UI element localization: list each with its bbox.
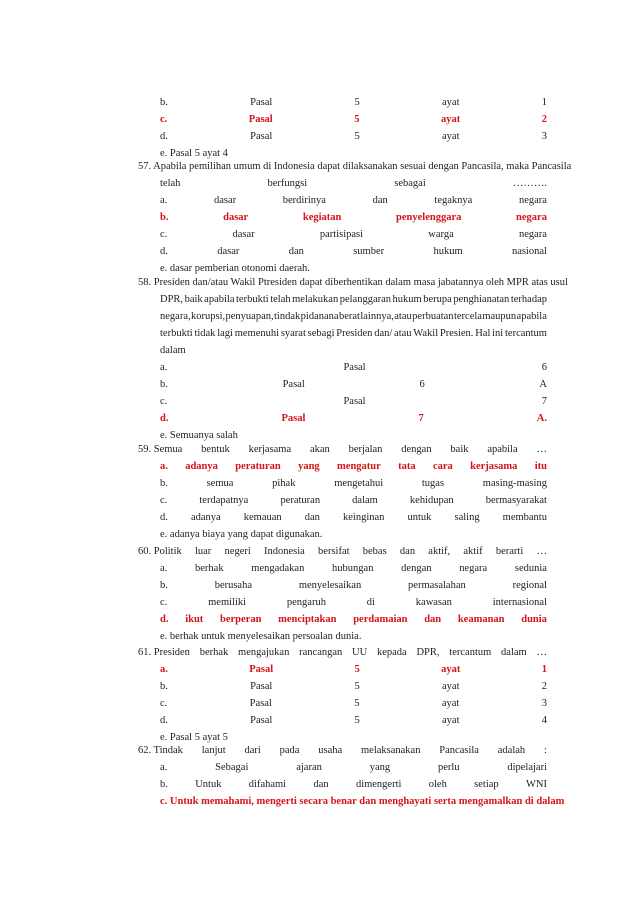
line-word: saling <box>454 512 480 523</box>
line-word: ayat <box>440 114 461 125</box>
line-word: dengan <box>401 563 432 574</box>
line-word: membantu <box>502 512 547 523</box>
line-word: b. <box>160 97 168 108</box>
line-word: dan <box>372 195 388 206</box>
line-word: melakukan <box>292 294 339 305</box>
text-line-l02 <box>160 112 547 127</box>
text-line-l06 <box>160 176 547 191</box>
text-line-l07 <box>160 193 547 208</box>
line-word: A <box>539 379 547 390</box>
line-word: tugas <box>421 478 445 489</box>
line-word: d. <box>160 715 168 726</box>
line-word: b. <box>160 478 168 489</box>
line-word: kehidupan <box>409 495 454 506</box>
line-word: mengatur <box>337 461 381 472</box>
line-word: Pasal <box>250 681 273 692</box>
text-line-l32 <box>160 612 547 627</box>
line-word: ayat <box>441 698 460 709</box>
line-word: yang <box>369 762 391 773</box>
line-word: dipelajari <box>507 762 547 773</box>
line-word: sumber <box>353 246 385 257</box>
line-word: dari <box>244 745 261 756</box>
line-word: penghianatan <box>453 294 510 305</box>
line-word: luar <box>194 546 212 557</box>
line-word: d. <box>160 131 168 142</box>
line-word: ………. <box>512 178 547 189</box>
line-word: lanjut <box>201 745 226 756</box>
line-word: negara <box>518 195 547 206</box>
line-word: baik <box>184 294 203 305</box>
text-line-l15 <box>160 326 547 341</box>
line-word: 5 <box>354 681 360 692</box>
line-word: peraturan <box>280 495 321 506</box>
line-word: berjalan <box>348 444 383 455</box>
line-word: A. <box>536 413 547 424</box>
line-word: 3 <box>541 131 547 142</box>
line-word: negara <box>459 563 488 574</box>
line-word: mengetahui <box>334 478 384 489</box>
line-word: berfungsi <box>267 178 308 189</box>
line-word: Pasal <box>248 114 273 125</box>
line-word: 5 <box>354 131 360 142</box>
line-word: berdirinya <box>282 195 326 206</box>
line-word: Untuk <box>195 779 222 790</box>
line-word: kemauan <box>243 512 282 523</box>
line-word: nasional <box>511 246 547 257</box>
line-word: Pasal <box>343 362 366 373</box>
text-line-l40 <box>138 743 547 758</box>
line-word: 5 <box>354 97 360 108</box>
line-word: b. <box>160 379 168 390</box>
line-word: Pasal <box>281 413 306 424</box>
line-word: 61. Presiden <box>138 647 190 658</box>
line-word: berperan <box>220 614 262 625</box>
line-word: Pasal <box>249 698 272 709</box>
line-word: c. <box>160 698 168 709</box>
line-word: Sebagai <box>215 762 249 773</box>
line-word: rancangan <box>299 647 343 658</box>
line-word: kegiatan <box>302 212 342 223</box>
line-word: ayat <box>441 664 461 675</box>
line-word: 3 <box>541 698 547 709</box>
line-word: 5 <box>354 114 360 125</box>
line-word: bermasyarakat <box>485 495 547 506</box>
line-word: pengaruh <box>286 597 326 608</box>
line-word: pelanggaran <box>339 294 392 305</box>
line-word: dan <box>424 614 442 625</box>
text-line-l18 <box>160 377 547 392</box>
line-word: hukum <box>392 294 422 305</box>
line-word: terhadap <box>510 294 547 305</box>
line-word: memenuhi <box>234 328 280 339</box>
text-line-l38 <box>160 713 547 728</box>
line-word: sedunia <box>514 563 547 574</box>
text-line-l10 <box>160 244 547 259</box>
line-word: itu <box>534 461 547 472</box>
text-line-l08 <box>160 210 547 225</box>
line-word: dimengerti <box>355 779 402 790</box>
line-word: yang <box>298 461 320 472</box>
line-word: melaksanakan <box>361 745 421 756</box>
line-word: penyuapan, <box>225 311 274 322</box>
line-word: mengadakan <box>251 563 305 574</box>
line-word: e. berhak untuk menyelesaikan persoalan dunia. <box>160 631 362 642</box>
line-word: a. <box>160 664 168 675</box>
line-word: UU <box>352 647 368 658</box>
line-word: menyelesaikan <box>298 580 362 591</box>
line-word: baik <box>450 444 469 455</box>
line-word: ayat <box>442 715 460 726</box>
line-word: : <box>543 745 547 756</box>
line-word: ayat <box>442 97 460 108</box>
line-word: a. <box>160 195 168 206</box>
line-word: atau <box>394 328 412 339</box>
line-word: pihak <box>272 478 296 489</box>
line-word: penyelenggara <box>396 212 462 223</box>
line-word: menciptakan <box>278 614 337 625</box>
line-word: terbukti <box>160 328 193 339</box>
text-line-l28 <box>138 544 547 559</box>
line-word: e. adanya biaya yang dapat digunakan. <box>160 529 323 540</box>
line-word: dan <box>288 246 304 257</box>
text-line-l31 <box>160 595 547 610</box>
line-word: berat <box>338 311 360 322</box>
text-line-l34 <box>138 645 547 660</box>
text-line-l11 <box>160 261 547 276</box>
line-word: akan <box>309 444 330 455</box>
line-word: 4 <box>541 715 547 726</box>
line-word: internasional <box>492 597 547 608</box>
text-line-l43 <box>160 794 565 809</box>
text-line-l27 <box>160 527 547 542</box>
line-word: Presien. <box>439 328 474 339</box>
line-word: b. <box>160 580 168 591</box>
line-word: ini <box>492 328 504 339</box>
text-line-l14 <box>160 309 547 324</box>
line-word: bebas <box>362 546 387 557</box>
line-word: Pasal <box>249 664 274 675</box>
line-word: adanya <box>190 512 221 523</box>
line-word: tegaknya <box>434 195 473 206</box>
line-word: dalam <box>501 647 527 658</box>
line-word: Pancasila <box>439 745 479 756</box>
line-word: Indonesia <box>264 546 305 557</box>
line-word: setiap <box>474 779 499 790</box>
line-word: warga <box>428 229 454 240</box>
line-word: a. <box>160 362 168 373</box>
text-line-l36 <box>160 679 547 694</box>
line-word: d. <box>160 413 169 424</box>
line-word: tercantum <box>449 647 492 658</box>
line-word: a. <box>160 762 168 773</box>
line-word: pidanana <box>300 311 339 322</box>
line-word: 7 <box>541 396 547 407</box>
line-word: ajaran <box>296 762 322 773</box>
text-line-l19 <box>160 394 547 409</box>
line-word: tidak <box>194 328 216 339</box>
line-word: cara <box>432 461 453 472</box>
line-word: dasar <box>232 229 255 240</box>
line-word: dasar <box>223 212 249 223</box>
text-line-l17 <box>160 360 547 375</box>
line-word: kepada <box>376 647 407 658</box>
line-word: Presiden <box>336 328 373 339</box>
line-word: dasar <box>217 246 240 257</box>
text-line-l42 <box>160 777 547 792</box>
line-word: lainnya, <box>360 311 394 322</box>
line-word: terdapatnya <box>199 495 249 506</box>
line-word: apabila <box>487 444 518 455</box>
line-word: dalam <box>160 345 186 356</box>
line-word: Pasal <box>250 715 273 726</box>
line-word: lagi <box>217 328 233 339</box>
line-word: Pasal <box>250 131 273 142</box>
line-word: regional <box>512 580 547 591</box>
line-word: 6 <box>419 379 425 390</box>
line-word: … <box>536 444 547 455</box>
line-word: Pasal <box>282 379 305 390</box>
line-word: semua <box>206 478 234 489</box>
line-word: peraturan <box>235 461 281 472</box>
line-word: d. <box>160 246 168 257</box>
line-word: untuk <box>407 512 432 523</box>
text-line-l37 <box>160 696 547 711</box>
line-word: berhak <box>199 647 229 658</box>
text-line-l13 <box>160 292 547 307</box>
line-word: b. <box>160 779 168 790</box>
text-line-l16 <box>160 343 547 358</box>
line-word: ayat <box>442 681 460 692</box>
text-line-l26 <box>160 510 547 525</box>
line-word: maupun <box>482 311 517 322</box>
line-word: … <box>536 546 547 557</box>
line-word: 5 <box>354 698 360 709</box>
text-line-l33 <box>160 629 547 644</box>
line-word: di <box>366 597 375 608</box>
line-word: 60. Politik <box>138 546 182 557</box>
line-word: Wakil <box>413 328 439 339</box>
line-word: 6 <box>541 362 547 373</box>
line-word: ikut <box>185 614 204 625</box>
line-word: ayat <box>442 131 460 142</box>
line-word: e. Semuanya salah <box>160 430 238 441</box>
line-word: oleh <box>428 779 447 790</box>
line-word: c. <box>160 229 168 240</box>
text-line-l22 <box>138 442 547 457</box>
line-word: dengan <box>401 444 432 455</box>
line-word: apabila <box>516 311 547 322</box>
line-word: d. <box>160 614 169 625</box>
line-word: pada <box>279 745 300 756</box>
line-word: 1 <box>541 97 547 108</box>
text-line-l30 <box>160 578 547 593</box>
line-word: 5 <box>354 715 360 726</box>
line-word: telah <box>270 294 291 305</box>
text-line-l21 <box>160 428 547 443</box>
text-line-l25 <box>160 493 547 508</box>
line-word: DPR, <box>160 294 184 305</box>
line-word: berarti <box>495 546 524 557</box>
line-word: dalam <box>352 495 378 506</box>
line-word: telah <box>160 178 181 189</box>
text-line-l01 <box>160 95 547 110</box>
line-word: aktif, <box>428 546 451 557</box>
line-word: partisipasi <box>319 229 364 240</box>
line-word: masing-masing <box>482 478 547 489</box>
line-word: korupsi, <box>191 311 226 322</box>
line-word: bentuk <box>201 444 230 455</box>
line-word: berusaha <box>214 580 253 591</box>
line-word: 62. Tindak <box>138 745 183 756</box>
line-word: dan <box>399 546 416 557</box>
line-word: dan/ <box>374 328 393 339</box>
text-line-l12 <box>138 275 568 290</box>
line-word: bersifat <box>318 546 350 557</box>
line-word: a. <box>160 563 168 574</box>
line-word: negara, <box>160 311 191 322</box>
text-line-l41 <box>160 760 547 775</box>
line-word: 2 <box>541 681 547 692</box>
text-line-l20 <box>160 411 547 426</box>
line-word: usaha <box>318 745 343 756</box>
line-word: difahami <box>248 779 287 790</box>
line-word: 7 <box>418 413 424 424</box>
text-line-l03 <box>160 129 547 144</box>
line-word: c. <box>160 114 168 125</box>
line-word: c. Untuk memahami, mengerti secara benar dan menghayati serta mengamalkan di dalam <box>160 796 565 807</box>
line-word: perbuatan <box>412 311 454 322</box>
line-word: b. <box>160 212 169 223</box>
line-word: memiliki <box>208 597 247 608</box>
line-word: keamanan <box>457 614 505 625</box>
line-word: … <box>536 647 547 658</box>
line-word: hubungan <box>332 563 374 574</box>
line-word: syarat <box>280 328 306 339</box>
text-line-l23 <box>160 459 547 474</box>
line-word: apabila <box>204 294 235 305</box>
line-word: tercela <box>453 311 482 322</box>
text-line-l05 <box>138 159 572 174</box>
line-word: e. Pasal 5 ayat 4 <box>160 148 228 159</box>
line-word: Pasal <box>250 97 273 108</box>
line-word: 59. Semua <box>138 444 183 455</box>
line-word: 2 <box>541 114 547 125</box>
line-word: Hal <box>475 328 491 339</box>
text-line-l24 <box>160 476 547 491</box>
line-word: berhak <box>195 563 224 574</box>
line-word: hukum <box>433 246 463 257</box>
line-word: DPR, <box>416 647 440 658</box>
line-word: kerjasama <box>470 461 518 472</box>
line-word: terbukti <box>236 294 269 305</box>
line-word: negara <box>516 212 547 223</box>
line-word: e. Pasal 5 ayat 5 <box>160 732 228 743</box>
line-word: keinginan <box>343 512 385 523</box>
line-word: 57. Apabila pemilihan umum di Indonesia dapat dilaksanakan sesuai dengan Pancasila, maka Pancasila <box>138 161 572 172</box>
line-word: c. <box>160 597 168 608</box>
line-word: 5 <box>354 664 360 675</box>
line-word: tercantum <box>505 328 547 339</box>
line-word: dasar <box>213 195 237 206</box>
line-word: adalah <box>497 745 526 756</box>
text-line-l35 <box>160 662 547 677</box>
line-word: mengajukan <box>238 647 290 658</box>
line-word: Pasal <box>343 396 366 407</box>
line-word: dan <box>304 512 320 523</box>
line-word: 58. Presiden dan/atau Wakil Ptresiden dapat diberhentikan dalam masa jabatannya oleh MPR atas usul <box>138 277 568 288</box>
text-line-l29 <box>160 561 547 576</box>
line-word: negara <box>518 229 547 240</box>
line-word: e. dasar pemberian otonomi daerah. <box>160 263 310 274</box>
line-word: c. <box>160 495 168 506</box>
line-word: perlu <box>437 762 460 773</box>
line-word: 1 <box>541 664 547 675</box>
line-word: c. <box>160 396 168 407</box>
line-word: negeri <box>224 546 251 557</box>
line-word: dan <box>313 779 329 790</box>
text-line-l09 <box>160 227 547 242</box>
line-word: d. <box>160 512 168 523</box>
line-word: WNI <box>526 779 547 790</box>
line-word: kawasan <box>415 597 452 608</box>
line-word: sebagi <box>307 328 335 339</box>
line-word: kerjasama <box>248 444 292 455</box>
line-word: atau <box>394 311 412 322</box>
line-word: tata <box>398 461 416 472</box>
line-word: dunia <box>521 614 547 625</box>
line-word: adanya <box>185 461 218 472</box>
line-word: berupa <box>423 294 452 305</box>
line-word: sebagai <box>394 178 426 189</box>
line-word: permasalahan <box>408 580 466 591</box>
line-word: perdamaian <box>353 614 408 625</box>
line-word: b. <box>160 681 168 692</box>
line-word: tindak <box>274 311 301 322</box>
line-word: a. <box>160 461 168 472</box>
line-word: aktif <box>463 546 483 557</box>
